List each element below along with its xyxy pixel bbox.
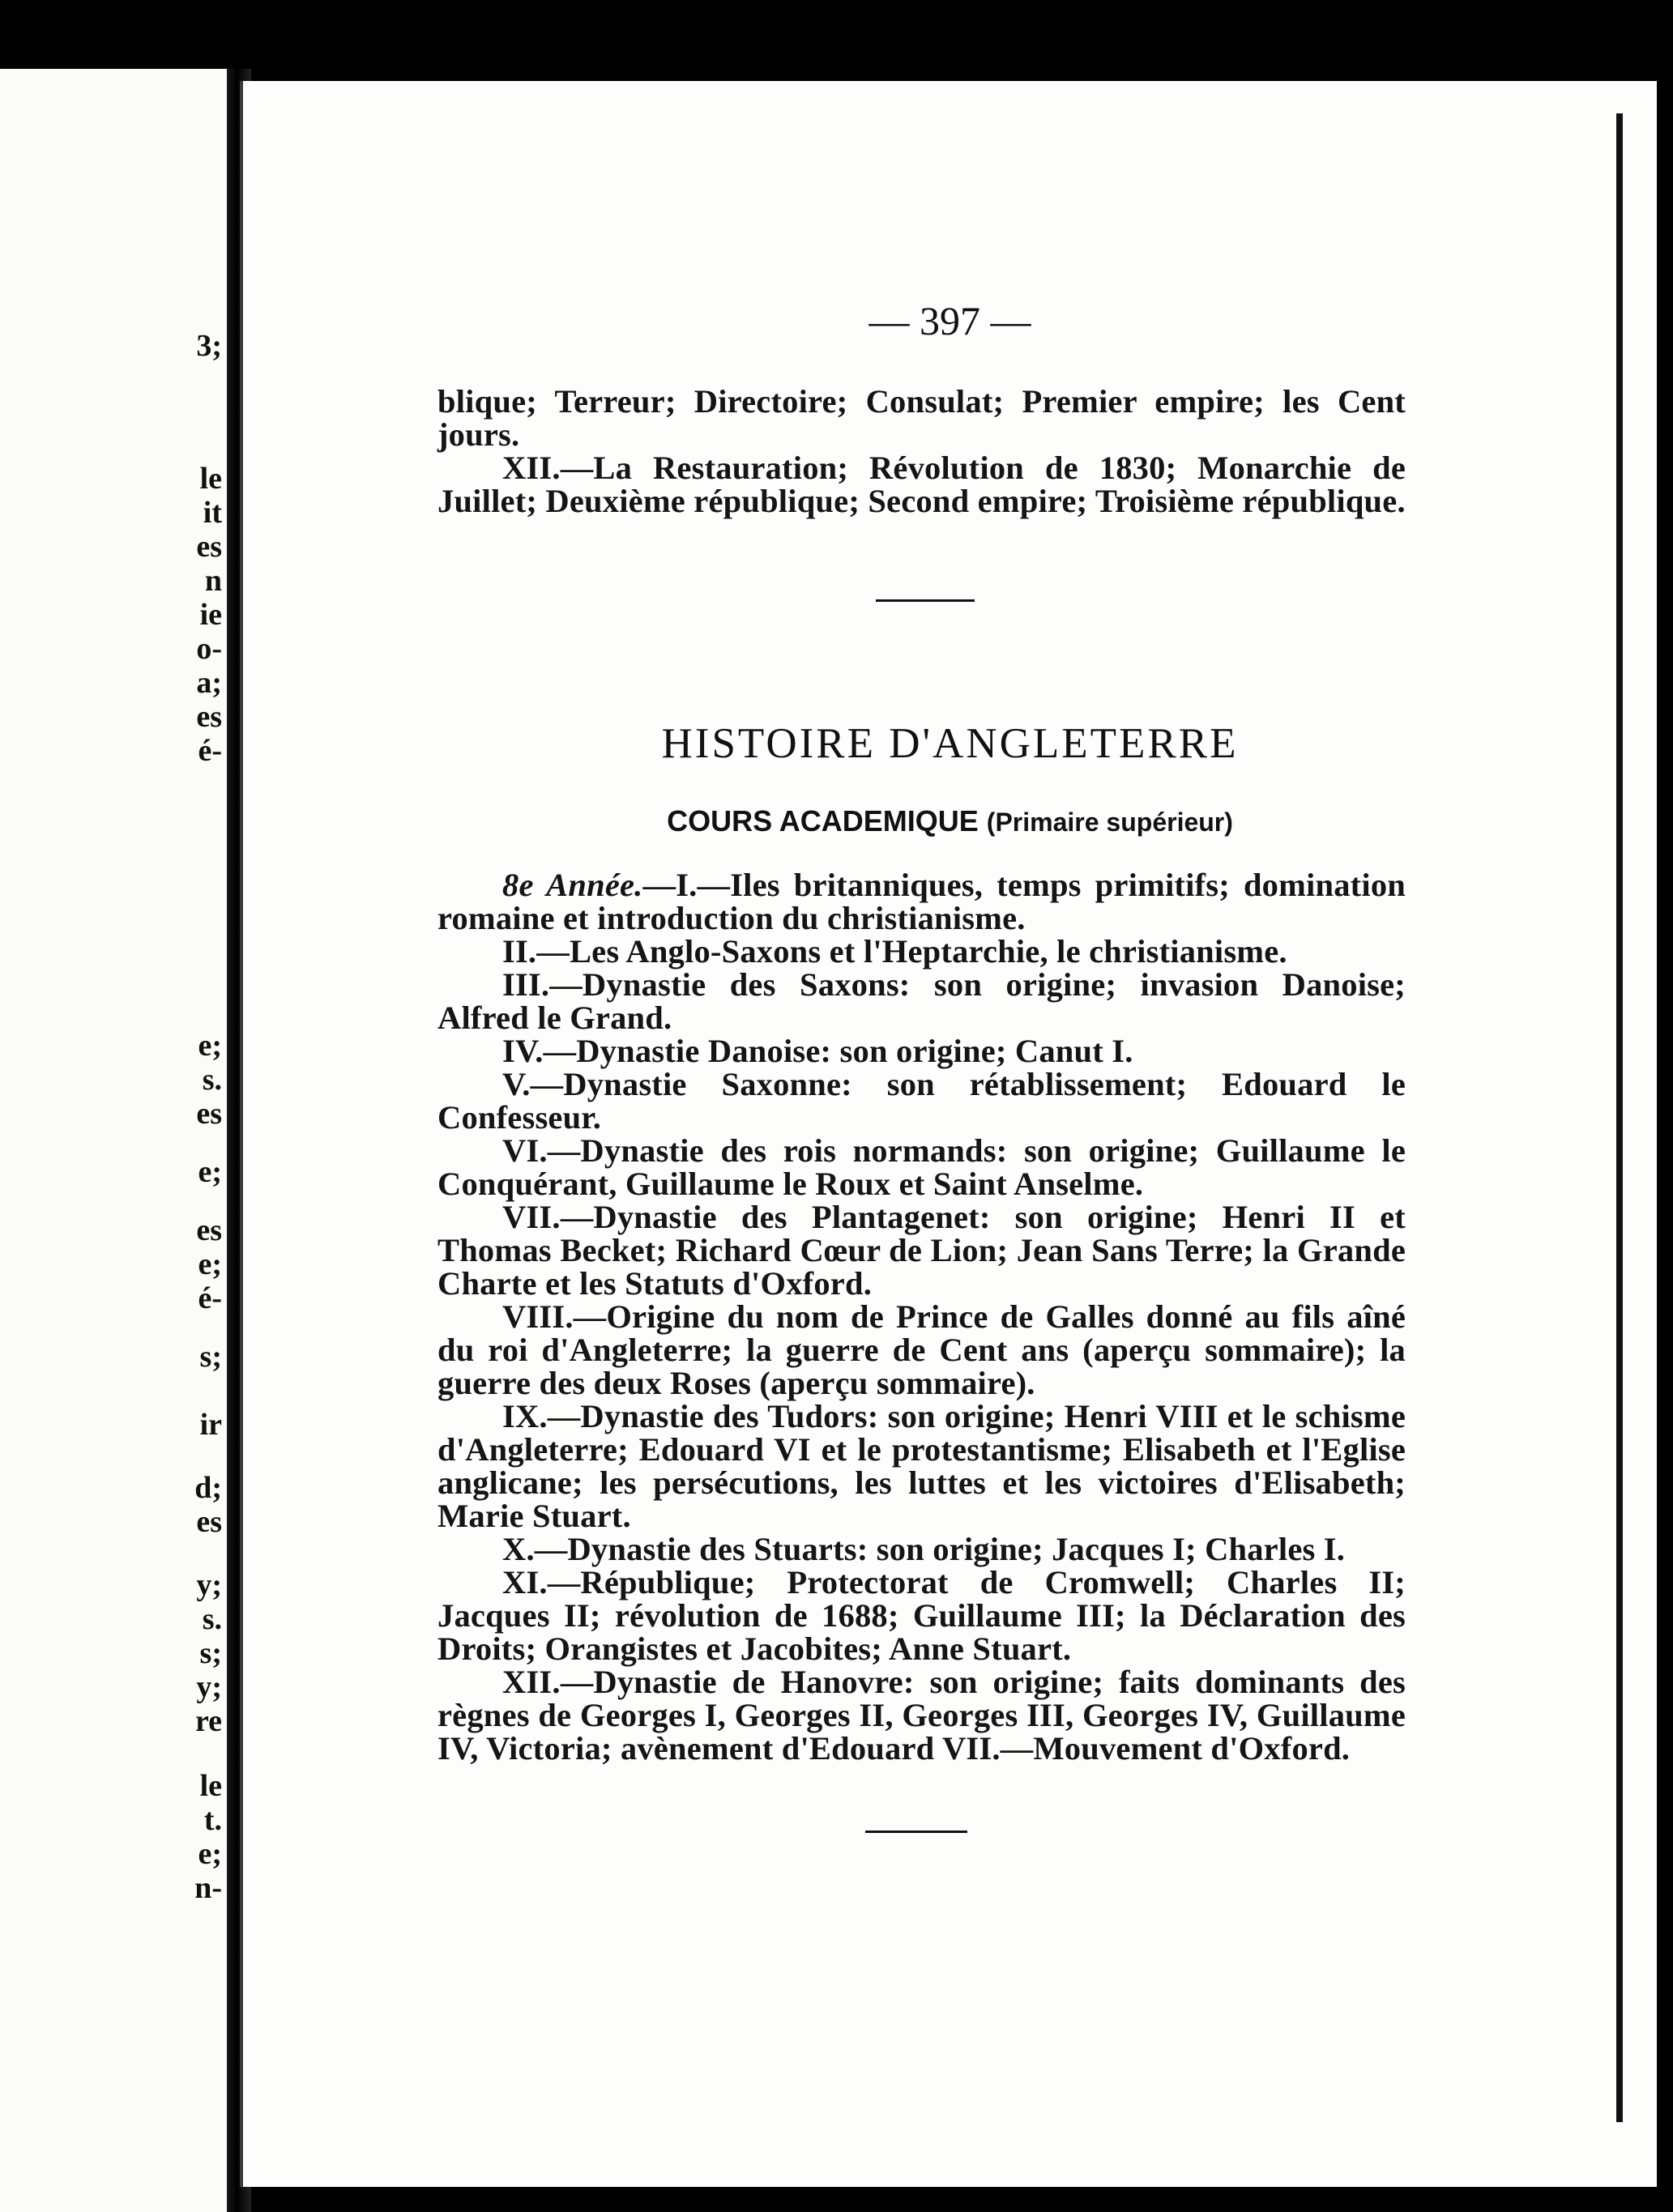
- left-page-text-fragment: es: [196, 1097, 222, 1131]
- left-page-text-fragment: es: [196, 530, 222, 564]
- syllabus-item-11: XI.—République; Protectorat de Cromwell; Charles II; Jacques II; révolution de 1688; Guillaume III; la Déclaration des Droits; Orangistes et Jacobites; Anne Stuart.: [437, 1564, 1406, 1667]
- syllabus-item-6: VI.—Dynastie des rois normands: son origine; Guillaume le Conquérant, Guillaume le Roux et Saint Anselme.: [437, 1132, 1406, 1202]
- syllabus-item-5: V.—Dynastie Saxonne: son rétablissement; Edouard le Confesseur.: [437, 1066, 1406, 1136]
- syllabus-item-7: VII.—Dynastie des Plantagenet: son origine; Henri II et Thomas Becket; Richard Cœur de Lion; Jean Sans Terre; la Grande Charte et les Statuts d'Oxford.: [437, 1199, 1406, 1302]
- subtitle-paren: (Primaire supérieur): [986, 808, 1233, 837]
- syllabus-item-4: IV.—Dynastie Danoise: son origine; Canut I.: [502, 1033, 1133, 1069]
- page-edge-shadow: [1616, 113, 1623, 2122]
- right-page: [240, 81, 1657, 2187]
- end-divider: [865, 1831, 967, 1833]
- section-divider: [876, 599, 975, 602]
- left-page-text-fragment: e;: [198, 1247, 222, 1281]
- year-label: 8e Année.: [502, 867, 643, 903]
- left-page-text-fragment: ir: [199, 1408, 222, 1442]
- intro-paragraph: XII.—La Restauration; Révolution de 1830; Monarchie de Juillet; Deuxième république; Second empire; Troisième république.: [437, 450, 1406, 519]
- left-page-text-fragment: e;: [198, 1837, 222, 1871]
- syllabus-item-1: 8e Année.—I.—Iles britanniques, temps primitifs; domination romaine et introduction du christianisme.: [437, 867, 1406, 936]
- syllabus-item-2: II.—Les Anglo-Saxons et l'Heptarchie, le christianisme.: [502, 933, 1287, 970]
- syllabus-item-12: XII.—Dynastie de Hanovre: son origine; faits dominants des règnes de Georges I, Georges II, Georges III, Georges IV, Guillaume IV, Victoria; avènement d'Edouard VII.—Mouvement d'Oxford.: [437, 1664, 1406, 1767]
- left-page-text-fragment: es: [196, 1505, 222, 1539]
- left-page-text-fragment: re: [194, 1704, 222, 1738]
- syllabus-item-9: IX.—Dynastie des Tudors: son origine; Henri VIII et le schisme d'Angleterre; Edouard VI et le protestantisme; Elisabeth et l'Eglise anglicane; les persécutions, les luttes et les victoires d'Elisabeth; Marie Stuart.: [437, 1398, 1406, 1534]
- syllabus-item-3: III.—Dynastie des Saxons: son origine; invasion Danoise; Alfred le Grand.: [437, 966, 1406, 1036]
- section-title: HISTOIRE D'ANGLETERRE: [661, 720, 1239, 767]
- left-page-text-fragment: e;: [198, 1155, 222, 1189]
- left-page-text-fragment: n: [204, 564, 222, 598]
- left-page-text-fragment: é-: [198, 1281, 222, 1315]
- intro-block: [437, 385, 1406, 518]
- left-page-text-fragment: ie: [199, 598, 222, 632]
- left-page-text-fragment: t.: [203, 1803, 222, 1837]
- left-page-text-fragment: o-: [196, 632, 222, 666]
- left-page-text-fragment: d;: [194, 1471, 222, 1505]
- subtitle-main: COURS ACADEMIQUE: [667, 804, 979, 837]
- left-page-text-fragment: es: [196, 1213, 222, 1247]
- intro-paragraph: blique; Terreur; Directoire; Consulat; Premier empire; les Cent jours.: [437, 383, 1406, 453]
- left-page-text-fragment: y;: [196, 1568, 222, 1602]
- left-page-text-fragment: s;: [199, 1340, 222, 1374]
- left-page-edge: [0, 69, 227, 2212]
- left-page-text-fragment: s;: [199, 1636, 222, 1670]
- left-page-text-fragment: s.: [202, 1602, 222, 1636]
- left-page-text-fragment: le: [199, 462, 222, 496]
- left-page-text-fragment: s.: [202, 1063, 222, 1097]
- syllabus-item-10: X.—Dynastie des Stuarts: son origine; Jacques I; Charles I.: [502, 1531, 1346, 1567]
- left-page-text-fragment: e;: [198, 1029, 222, 1063]
- left-page-text-fragment: 3;: [196, 329, 222, 363]
- left-page-text-fragment: le: [199, 1769, 222, 1803]
- left-page-text-fragment: it: [203, 496, 222, 530]
- page-number: — 397 —: [869, 298, 1031, 343]
- syllabus-block: [437, 868, 1406, 1765]
- left-page-text-fragment: é-: [198, 734, 222, 768]
- syllabus-item-8: VIII.—Origine du nom de Prince de Galles donné au fils aîné du roi d'Angleterre; la guerre de Cent ans (aperçu sommaire); la guerre des deux Roses (aperçu sommaire).: [437, 1298, 1406, 1401]
- left-page-text-fragment: y;: [196, 1670, 222, 1704]
- left-page-text-fragment: es: [196, 700, 222, 734]
- left-page-text-fragment: n-: [194, 1871, 222, 1905]
- section-subtitle: [243, 804, 1657, 838]
- left-page-text-fragment: a;: [196, 666, 222, 700]
